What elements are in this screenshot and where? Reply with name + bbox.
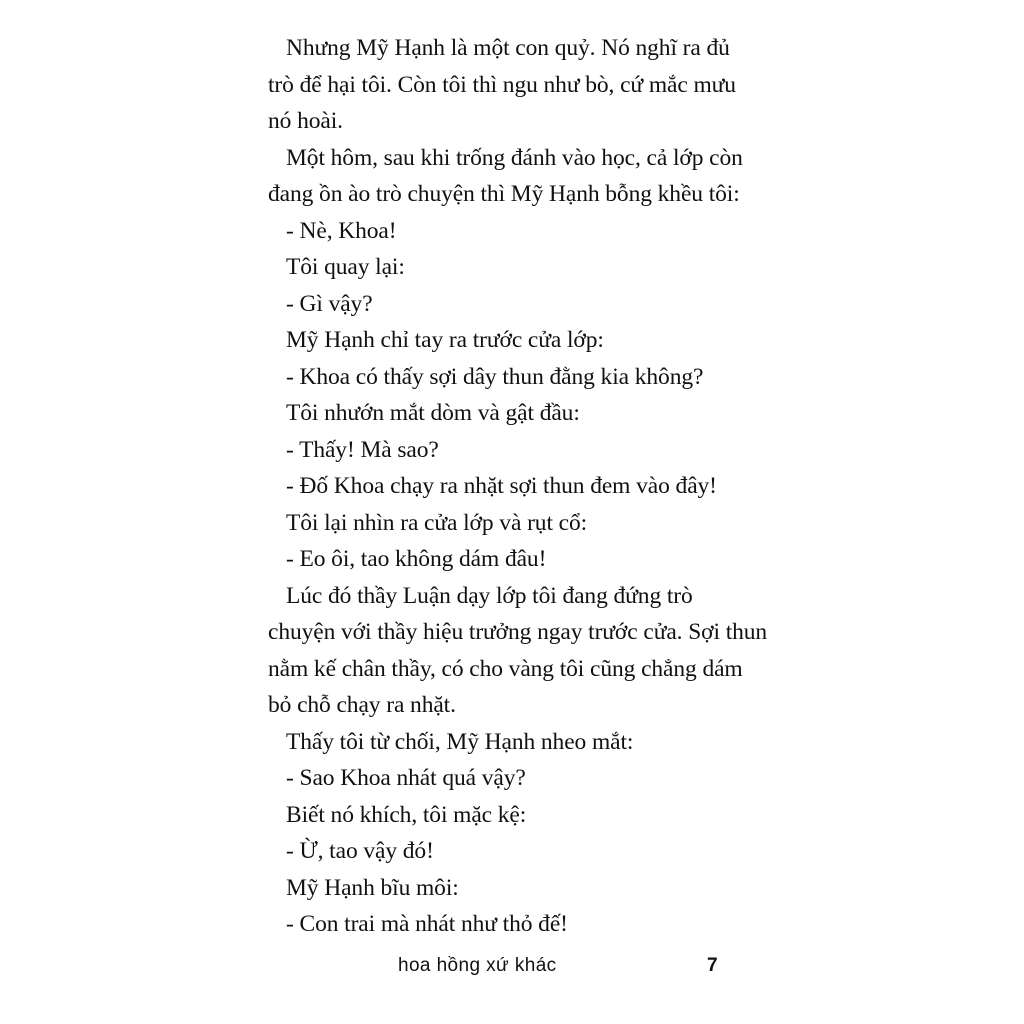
- body-text: [268, 30, 768, 943]
- text-line: - Gì vậy?: [286, 290, 373, 317]
- text-line: - Thấy! Mà sao?: [286, 436, 439, 463]
- footer-book-title: hoa hồng xứ khác: [398, 955, 557, 976]
- text-line: - Khoa có thấy sợi dây thun đằng kia không?: [286, 363, 704, 390]
- text-line: đang ồn ào trò chuyện thì Mỹ Hạnh bỗng khều tôi:: [268, 181, 740, 207]
- text-line: chuyện với thầy hiệu trưởng ngay trước cửa. Sợi thun: [268, 619, 768, 645]
- text-line: - Ừ, tao vậy đó!: [286, 838, 434, 864]
- text-line: Tôi quay lại:: [286, 254, 405, 280]
- text-line: trò để hại tôi. Còn tôi thì ngu như bò, cứ mắc mưu: [268, 71, 736, 98]
- page-number: 7: [707, 955, 718, 976]
- text-line: Mỹ Hạnh bĩu môi:: [286, 874, 459, 901]
- text-line: - Sao Khoa nhát quá vậy?: [286, 765, 526, 791]
- text-line: bỏ chỗ chạy ra nhặt.: [268, 692, 456, 718]
- text-line: Mỹ Hạnh chỉ tay ra trước cửa lớp:: [286, 327, 604, 353]
- text-line: Thấy tôi từ chối, Mỹ Hạnh nheo mắt:: [286, 728, 634, 755]
- text-line: - Eo ôi, tao không dám đâu!: [286, 546, 547, 572]
- text-line: nó hoài.: [268, 108, 343, 134]
- text-line: Biết nó khích, tôi mặc kệ:: [286, 801, 527, 828]
- text-line: Tôi lại nhìn ra cửa lớp và rụt cổ:: [286, 509, 588, 536]
- text-line: - Nè, Khoa!: [286, 217, 397, 244]
- text-line: Một hôm, sau khi trống đánh vào học, cả lớp còn: [286, 144, 743, 171]
- text-line: Lúc đó thầy Luận dạy lớp tôi đang đứng trò: [286, 582, 693, 609]
- text-line: Tôi nhướn mắt dòm và gật đầu:: [286, 400, 580, 426]
- text-line: nằm kế chân thầy, có cho vàng tôi cũng chẳng dám: [268, 655, 743, 682]
- text-line: - Đố Khoa chạy ra nhặt sợi thun đem vào đây!: [286, 473, 717, 499]
- text-line: - Con trai mà nhát như thỏ đế!: [286, 911, 568, 937]
- text-line: Nhưng Mỹ Hạnh là một con quỷ. Nó nghĩ ra đủ: [286, 35, 730, 61]
